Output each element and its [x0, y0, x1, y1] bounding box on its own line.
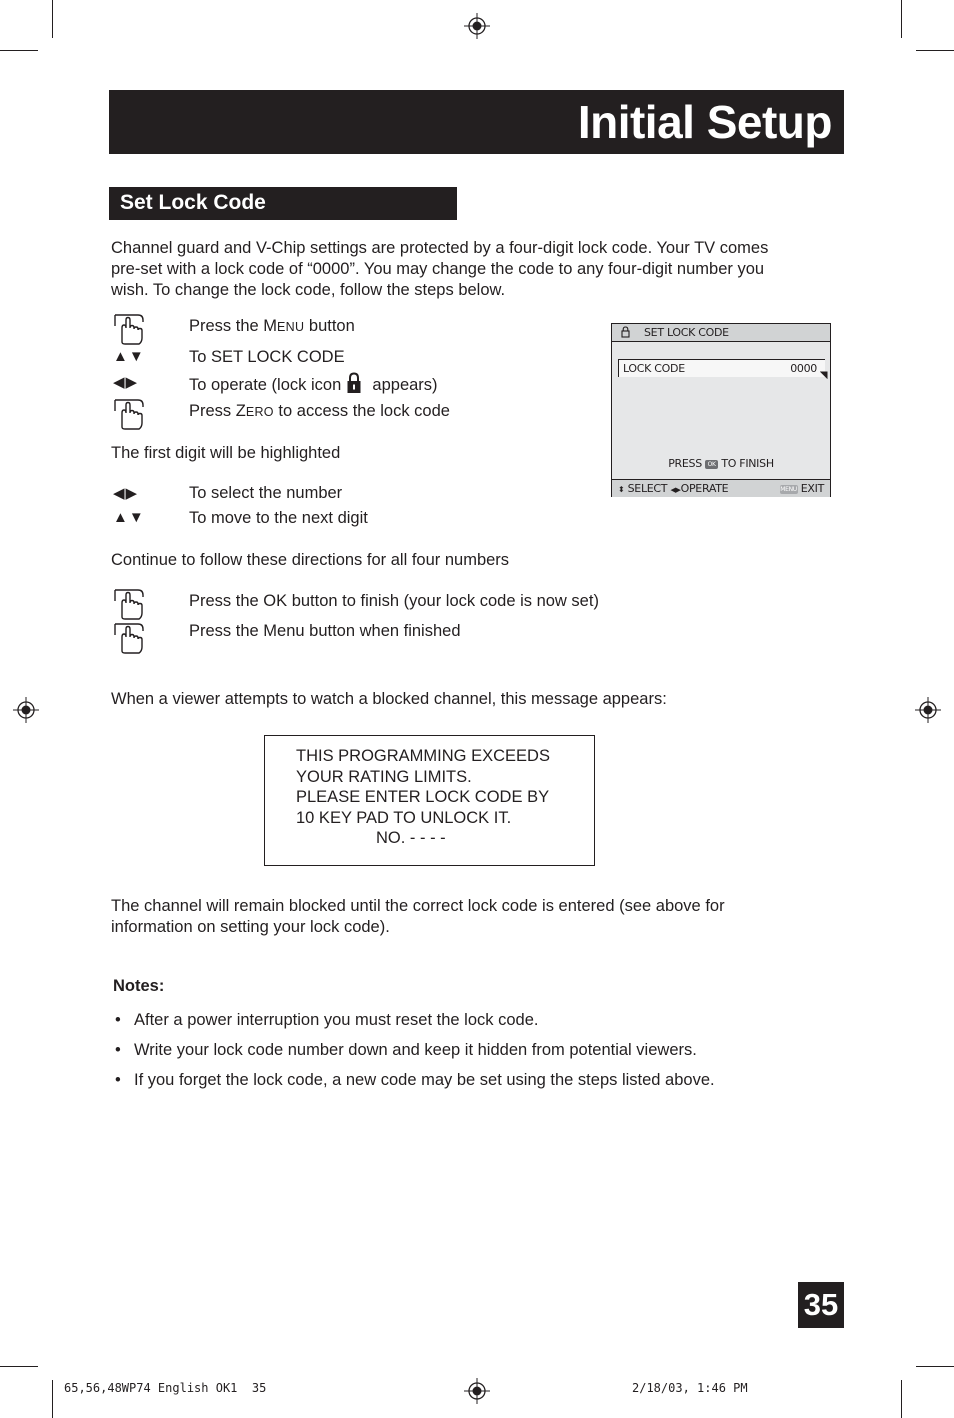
print-slug-right: 2/18/03, 1:46 PM	[632, 1381, 748, 1395]
crop-mark	[52, 1380, 53, 1418]
step-text: to access the lock code	[273, 402, 450, 420]
crop-mark	[901, 1380, 902, 1418]
intro-line: wish. To change the lock code, follow the steps below.	[111, 281, 506, 299]
tv-select-hint	[618, 482, 728, 495]
step-select-number: To select the number	[189, 484, 343, 502]
crop-mark	[0, 1366, 38, 1367]
tv-finish-prompt	[612, 457, 830, 470]
left-right-arrows-icon: ◀▶	[113, 485, 139, 502]
up-down-arrows-icon: ▲▼	[113, 348, 145, 365]
step-text: button	[304, 317, 355, 335]
tv-screen-illustration	[611, 323, 831, 497]
registration-mark-icon	[464, 1378, 490, 1404]
step-press-zero	[189, 401, 450, 423]
tv-exit-label: EXIT	[800, 482, 824, 495]
tv-screen-header	[612, 324, 830, 342]
lock-code-label: LOCK CODE	[623, 362, 685, 375]
notes-bullet: •	[115, 1011, 121, 1029]
step-next-digit: To move to the next digit	[189, 509, 368, 527]
crop-mark	[0, 50, 38, 51]
blocked-message	[296, 746, 586, 849]
step-text: Press Z	[189, 402, 246, 420]
blocked-message-box	[264, 735, 595, 866]
message-line: NO. - - - -	[376, 829, 446, 847]
crop-mark	[52, 0, 53, 38]
menu-key-icon: MENU	[780, 485, 797, 493]
message-line: 10 KEY PAD TO UNLOCK IT.	[296, 808, 512, 827]
blocked-intro: When a viewer attempts to watch a blocked channel, this message appears:	[111, 690, 667, 708]
step-set-lock-code: To SET LOCK CODE	[189, 348, 345, 366]
press-button-hand-icon	[112, 397, 146, 431]
note-item: After a power interruption you must reset the lock code.	[134, 1011, 539, 1029]
registration-mark-icon	[13, 697, 39, 723]
section-title: Set Lock Code	[120, 191, 266, 214]
tv-screen-footer	[612, 479, 830, 497]
tv-exit-hint	[780, 482, 824, 495]
left-right-small-icon: ◀▶	[670, 486, 681, 494]
message-line: PLEASE ENTER LOCK CODE BY	[296, 788, 550, 806]
title-banner	[109, 90, 844, 154]
step-text-smallcaps: ERO	[245, 405, 274, 419]
intro-line: pre-set with a lock code of “0000”. You may change the code to any four-digit number you	[111, 260, 765, 278]
registration-mark-icon	[464, 13, 490, 39]
notes-heading: Notes:	[113, 977, 165, 995]
paragraph-line: The channel will remain blocked until the correct lock code is entered (see above for	[111, 897, 725, 915]
up-down-arrows-icon: ▲▼	[113, 509, 145, 526]
step-text: Press the M	[189, 317, 278, 335]
crop-mark	[916, 1366, 954, 1367]
step-text: To operate (lock icon	[189, 376, 346, 394]
lock-icon	[621, 326, 630, 338]
press-button-hand-icon	[112, 312, 146, 346]
lock-code-field	[618, 359, 825, 377]
cursor-arrow-icon	[820, 371, 828, 379]
crop-mark	[901, 0, 902, 38]
print-slug-left: 65,56,48WP74 English OK1 35	[64, 1381, 267, 1395]
press-button-hand-icon	[112, 621, 146, 655]
continue-note: Continue to follow these directions for all four numbers	[111, 551, 510, 569]
tv-screen-title: SET LOCK CODE	[644, 326, 729, 339]
notes-bullet: •	[115, 1071, 121, 1089]
ok-key-icon: OK	[705, 460, 718, 469]
registration-mark-icon	[915, 697, 941, 723]
paragraph-line: information on setting your lock code).	[111, 918, 390, 936]
tv-press-label: PRESS	[668, 457, 702, 470]
lock-icon	[346, 372, 362, 394]
tv-select-label: SELECT	[627, 482, 668, 495]
step-ok-finish: Press the OK button to finish (your lock code is now set)	[189, 592, 599, 610]
notes-bullet: •	[115, 1041, 121, 1059]
section-header	[109, 187, 457, 220]
first-digit-note: The first digit will be highlighted	[111, 444, 341, 462]
intro-line: Channel guard and V-Chip settings are protected by a four-digit lock code. Your TV comes	[111, 239, 769, 257]
step-text: appears)	[367, 376, 438, 394]
step-press-menu	[189, 316, 355, 338]
message-line: THIS PROGRAMMING EXCEEDS	[296, 747, 550, 765]
note-item: If you forget the lock code, a new code may be set using the steps listed above.	[134, 1071, 715, 1089]
tv-finish-label: TO FINISH	[721, 457, 774, 470]
left-right-arrows-icon: ◀▶	[113, 374, 139, 391]
message-line: YOUR RATING LIMITS.	[296, 767, 472, 786]
up-down-small-icon: ⬍	[618, 485, 625, 494]
step-text-smallcaps: ENU	[277, 320, 305, 334]
blocked-after-paragraph	[111, 896, 831, 938]
intro-paragraph	[111, 238, 831, 301]
page-number: 35	[798, 1282, 844, 1328]
step-operate	[189, 372, 438, 396]
lock-code-value: 0000	[790, 362, 817, 375]
page-title: Initial Setup	[577, 96, 832, 148]
press-button-hand-icon	[112, 587, 146, 621]
step-menu-finished: Press the Menu button when finished	[189, 622, 461, 640]
tv-operate-label: OPERATE	[680, 482, 729, 495]
crop-mark	[916, 50, 954, 51]
note-item: Write your lock code number down and keep it hidden from potential viewers.	[134, 1041, 697, 1059]
